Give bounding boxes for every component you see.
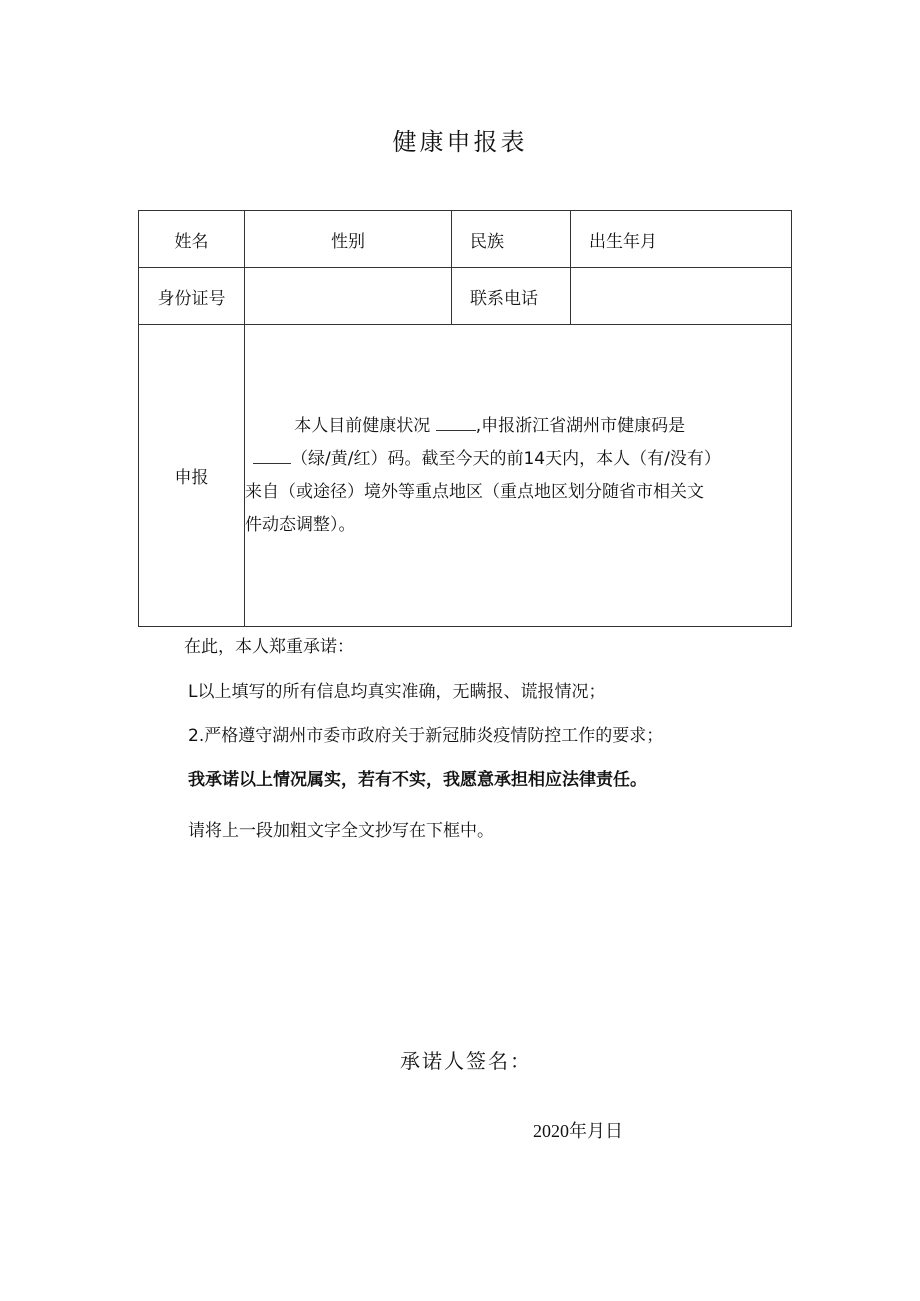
declaration-line: 件动态调整）。 [245,514,356,535]
copy-instruction: 请将上一段加粗文字全文抄写在下框中。 [188,821,494,841]
declare-label: 申报 [139,325,245,627]
gender-label: 性别 [245,211,452,268]
id-number-label: 身份证号 [139,268,245,325]
promise-item-1: L以上填写的所有信息均真实准确，无瞒报、谎报情况； [188,682,606,702]
declaration-line: 来自（或途径）境外等重点地区（重点地区划分随省市相关文 [245,481,704,502]
bold-statement: 我承诺以上情况属实，若有不实，我愿意承担相应法律责任。 [188,770,647,790]
code-color-blank[interactable] [253,449,291,464]
signature-label: 承诺人签名： [400,1049,532,1073]
health-status-text: 本人目前健康状况 [294,415,431,436]
name-label: 姓名 [139,211,245,268]
code-color-text: （绿/黄/红）码。截至今天的前14天内，本人（有/没有） [291,448,721,469]
table-row [139,211,792,268]
ethnicity-label: 民族 [452,211,571,268]
id-number-field[interactable] [245,268,452,325]
declaration-line [245,410,791,443]
table-row [139,325,792,627]
date-line: 2020年月日 [533,1121,623,1141]
birth-date-label: 出生年月 [571,211,792,268]
declaration-line [245,443,791,476]
phone-label: 联系电话 [452,268,571,325]
promise-intro: 在此，本人郑重承诺： [184,637,354,657]
promise-item-2: 2.严格遵守湖州市委市政府关于新冠肺炎疫情防控工作的要求； [188,726,664,746]
health-status-blank[interactable] [436,416,476,431]
page-title: 健康申报表 [392,128,528,156]
phone-field[interactable] [571,268,792,325]
table-row [139,268,792,325]
health-code-text: ,申报浙江省湖州市健康码是 [475,415,686,436]
declaration-text [245,325,792,627]
declaration-table [138,210,792,627]
